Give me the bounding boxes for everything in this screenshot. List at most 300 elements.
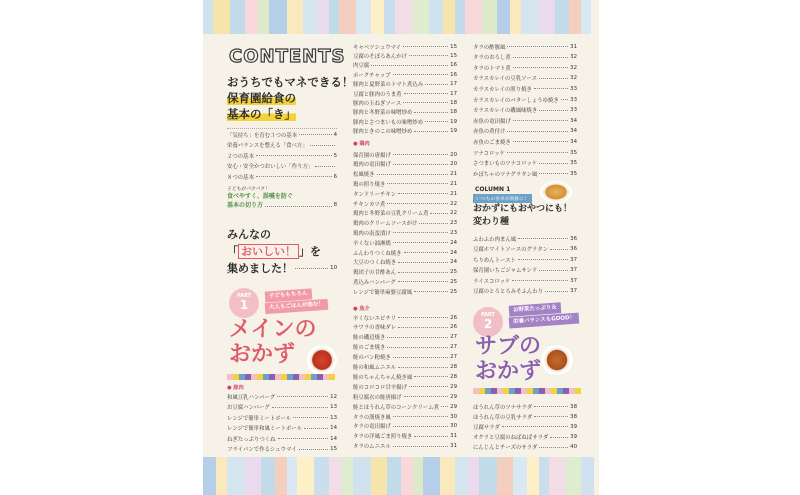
category-chicken: ● 鶏肉 (353, 141, 370, 147)
stripe (203, 0, 213, 34)
toc-entry-title: 豆腐サラダ (473, 424, 500, 431)
toc-entry-page: 32 (570, 54, 577, 61)
toc-entry-title: お豆腐ハンバーグ (227, 405, 270, 411)
toc-entry-title: ２つの基本 (227, 153, 254, 160)
stripe (269, 0, 287, 34)
toc-entry (353, 228, 457, 237)
leader-dots (393, 164, 448, 165)
hero-bracket-open: 「 (227, 245, 238, 258)
leader-dots (393, 242, 448, 243)
toc-entry-title: タラのおろし煮 (473, 55, 511, 62)
toc-entry (353, 108, 457, 117)
leader-dots (277, 396, 328, 397)
leader-dots (387, 183, 448, 184)
leader-dots (409, 386, 448, 387)
toc-entry (473, 266, 577, 275)
toc-entry-page: 22 (450, 210, 457, 217)
toc-entry (473, 159, 577, 168)
part1-number: 1 (239, 298, 249, 312)
stripe (482, 0, 497, 34)
toc-entry-title: さつまいものツナコロッケ (473, 161, 538, 168)
leader-dots (398, 281, 448, 282)
toc-entry-title: 鮭の和風ムニエル (353, 365, 397, 371)
toc-entry-title: レンジで簡単和風ミートボール (227, 426, 303, 432)
leader-dots (507, 152, 568, 153)
toc-entry-title: タラの酢豚風 (473, 44, 506, 51)
toc-entry (353, 61, 457, 70)
stripe (465, 0, 482, 34)
toc-entry (227, 392, 337, 401)
toc-entry (353, 268, 457, 277)
toc-entry (473, 412, 577, 421)
part1-title1: メインの (229, 317, 317, 342)
toc-entry-page: 16 (450, 71, 457, 78)
toc-entry-title: カラスカレイのバターしょうゆ焼き (473, 97, 559, 104)
toc-entry-page: 30 (450, 413, 457, 420)
stripe (413, 457, 423, 495)
toc-entry-page: 25 (450, 278, 457, 285)
intro-list (227, 128, 337, 129)
toc-entry-title: 保育園いちごジャムサンド (473, 268, 538, 274)
cut-line2: 基本の切り方 (227, 202, 264, 209)
category-pork-label: 豚肉 (233, 385, 244, 391)
toc-entry-page: 31 (450, 443, 457, 450)
toc-entry (353, 343, 457, 352)
category-pork: ● 豚肉 (227, 385, 244, 391)
toc-entry-page: 34 (570, 138, 577, 145)
toc-entry (473, 148, 577, 157)
stripe (413, 0, 429, 34)
toc-entry-page: 36 (570, 235, 577, 242)
leader-dots (425, 84, 448, 85)
leader-dots (539, 270, 568, 271)
leader-dots (393, 357, 448, 358)
stripe (261, 457, 275, 495)
leader-dots (414, 291, 448, 292)
leader-dots (398, 193, 448, 194)
toc-entry-page: 39 (570, 434, 577, 441)
toc-entry-page: 4 (333, 131, 337, 138)
stripe (549, 457, 566, 495)
toc-entry-title: 鶏肉と冬野菜の豆乳クリーム煮 (353, 211, 429, 218)
leader-dots (414, 436, 448, 437)
stripe (317, 0, 329, 34)
stripe (555, 0, 569, 34)
toc-entry-page: 36 (570, 246, 577, 252)
stripe (539, 0, 555, 34)
toc-entry (353, 170, 457, 179)
leader-dots (293, 417, 328, 418)
toc-entry-page: 5 (333, 152, 337, 159)
toc-entry-title: 大豆のつくね焼き (353, 260, 397, 267)
toc-entry-title: レンジで簡単麻婆豆腐風 (353, 289, 413, 296)
leader-dots (403, 102, 448, 103)
bottom-stripe-decoration (203, 457, 599, 495)
toc-entry-page: 15 (330, 446, 337, 452)
leader-dots (393, 74, 449, 75)
part2-title2: おかず (475, 359, 542, 384)
toc-entry (227, 172, 337, 181)
leader-dots (414, 376, 448, 377)
toc-entry-page: 38 (570, 413, 577, 420)
ribbon-square (575, 388, 581, 394)
toc-entry (473, 443, 577, 452)
toc-entry-page: 37 (570, 256, 577, 263)
toc-entry-page: 34 (570, 117, 577, 124)
toc-entry (227, 403, 337, 412)
hero-heading (227, 226, 337, 277)
leader-dots (299, 449, 329, 450)
toc-entry (353, 89, 457, 98)
toc-entry-page: 26 (450, 314, 457, 321)
leader-dots (393, 232, 448, 233)
toc-entry-page: 21 (450, 190, 457, 197)
part2-number: 2 (483, 317, 493, 331)
part1-title2: おかず (229, 342, 296, 367)
toc-entry-title: 赤魚のごま焼き (473, 139, 511, 146)
toc-entry (473, 433, 577, 442)
intro-heading (227, 74, 353, 122)
leader-dots (539, 447, 568, 448)
toc-entry-title: 和風豆乳ハンバーグ (227, 394, 276, 401)
part2-badge (473, 307, 503, 337)
toc-entry-page: 25 (450, 288, 457, 295)
stripe (216, 457, 227, 495)
part2-ribbon (473, 388, 581, 394)
toc-entry-page: 20 (450, 151, 457, 158)
intro-line1: おうちでもマネできる！ (227, 75, 354, 89)
toc-entry-title: 辛くないエビチリ (353, 315, 397, 322)
stripe (468, 457, 479, 495)
leader-dots (539, 173, 568, 174)
stripe (258, 0, 269, 34)
leader-dots (256, 155, 332, 156)
contents-title: CONTENTS (229, 46, 346, 67)
toc-entry-page: 14 (330, 435, 337, 442)
toc-entry-title: カラスカレイの磯風味焼き (473, 108, 538, 115)
toc-entry-title: タラのトマト煮 (473, 65, 511, 72)
toc-entry (353, 372, 457, 381)
toc-entry-page: 14 (330, 425, 337, 431)
leader-dots (513, 57, 568, 58)
leader-dots (398, 272, 448, 273)
toc-entry-page: 27 (450, 334, 457, 341)
toc-entry-page: 29 (450, 383, 457, 390)
intro-line2: 保育園給食の (227, 91, 296, 105)
toc-entry (473, 255, 577, 264)
toc-entry-title: 鮭のごま焼き (353, 345, 386, 352)
toc-entry (473, 95, 577, 104)
toc-entry-title: 赤魚の竜田揚げ (473, 118, 511, 125)
toc-entry-page: 24 (450, 259, 457, 266)
toc-entry (353, 248, 457, 257)
toc-entry (227, 434, 337, 443)
toc-entry (353, 42, 457, 51)
leader-dots (398, 317, 448, 318)
toc-entry-title: キャベツシュウマイ (353, 44, 402, 51)
toc-entry (473, 127, 577, 136)
toc-entry (227, 413, 337, 422)
toc-entry (353, 382, 457, 391)
toc-entry-title: かぼちゃのツナグラタン風 (473, 171, 538, 178)
part1-ribbon (227, 374, 335, 380)
leader-dots (518, 259, 568, 260)
toc-entry (353, 258, 457, 267)
toc-entry-title: タラの洋風ごま照り焼き (353, 434, 413, 441)
toc-entry-page: 12 (330, 393, 337, 400)
leader-dots (425, 121, 448, 122)
leader-dots (278, 438, 329, 439)
toc-entry (353, 117, 457, 126)
toc-entry (227, 162, 337, 171)
toc-entry (353, 127, 457, 136)
leader-dots (387, 337, 448, 338)
ribbon-square (329, 374, 335, 380)
toc-entry-page: 30 (450, 423, 457, 430)
toc-entry-title: 豚肉ときのこの味噌炒め (353, 129, 413, 136)
leader-dots (377, 174, 449, 175)
stripe (203, 457, 216, 495)
toc-entry-title: 豆腐のそぼろあんかけ (353, 53, 407, 60)
category-chicken-label: 鶏肉 (359, 141, 370, 147)
stripe (297, 457, 314, 495)
toc-entry (353, 363, 457, 372)
toc-entry-title: ほうれん草のツナサラダ (473, 404, 533, 411)
stripe (581, 0, 591, 34)
part2-tag2: 栄養バランスもGOOD！ (509, 313, 580, 329)
toc-entry (353, 442, 457, 451)
toc-entry-page: 37 (570, 277, 577, 284)
toc-entry-page: 15 (450, 43, 457, 50)
leader-dots (502, 426, 568, 427)
toc-entry (353, 422, 457, 431)
toc-entry-page: 16 (450, 62, 457, 69)
toc-entry-page: 19 (450, 128, 457, 135)
stripe (387, 457, 401, 495)
toc-entry (473, 276, 577, 285)
toc-entry-title: 辛くない油淋鶏 (353, 240, 391, 247)
hero-bracket-close: 」を (299, 245, 321, 258)
toc-entry (473, 63, 577, 72)
toc-entry-title: 鶏肉の竜田揚げ (353, 162, 391, 169)
toc-entry-title: 豚肉の玉ねぎソース (353, 100, 402, 107)
column1-sub: いつもの食卓が新鮮に！ (473, 194, 532, 203)
part1-label: PART (236, 293, 252, 299)
leader-dots (371, 65, 448, 66)
toc-entry-title: 煮込みハンバーグ (353, 279, 396, 286)
leader-dots (310, 145, 335, 146)
leader-dots (539, 110, 568, 111)
toc-entry-title: 粉豆腐衣の鮭唐揚げ (353, 394, 402, 401)
toc-entry (353, 98, 457, 107)
stripe (440, 457, 455, 495)
leader-dots (414, 112, 448, 113)
toc-entry-page: 29 (450, 393, 457, 400)
toc-entry-page: 33 (570, 85, 577, 92)
toc-entry-title: 「気持ち」を育む３つの基本 (227, 132, 298, 139)
toc-entry (473, 422, 577, 431)
toc-entry-title: サワラの香味ダレ (353, 325, 397, 332)
toc-entry-page: 25 (450, 269, 457, 276)
toc-entry (473, 53, 577, 62)
toc-entry-title: レンジで簡単ミートボール (227, 415, 292, 422)
toc-entry-page: 31 (450, 433, 457, 440)
stripe (423, 457, 440, 495)
leader-dots (315, 166, 335, 167)
toc-entry-page: 32 (570, 64, 577, 71)
part1-dish-photo (307, 345, 337, 375)
toc-entry-title: 鮭のコロコロ甘辛揚げ (353, 384, 407, 391)
leader-dots (430, 213, 448, 214)
toc-entry-title: ポークチャップ (353, 72, 391, 79)
stripe (227, 457, 245, 495)
toc-entry-title: チキンカツ煮 (353, 201, 386, 208)
cut-note: 子どもがパクパク！ (227, 187, 270, 192)
toc-entry (353, 209, 457, 218)
toc-entry-title: ねぎたっぷりつくね (227, 436, 276, 443)
toc-entry-page: 28 (450, 364, 457, 370)
toc-entry-title: 豚肉とさつまいもの味噌炒め (353, 119, 424, 126)
toc-entry (353, 353, 457, 362)
stripe (539, 457, 549, 495)
toc-entry-title: ライスコロッケ (473, 278, 511, 285)
toc-entry-page: 21 (450, 171, 457, 178)
leader-dots (387, 203, 448, 204)
toc-entry-page: 18 (450, 109, 457, 116)
stripe (339, 0, 356, 34)
leader-dots (539, 163, 568, 164)
toc-entry-page: 35 (570, 160, 577, 167)
leader-dots (441, 406, 448, 407)
toc-entry-title: カラスカレイの照り焼き (473, 86, 532, 93)
stripe (527, 457, 539, 495)
toc-entry-page: 23 (450, 229, 457, 236)
toc-entry-page: 29 (450, 403, 457, 410)
toc-entry (353, 80, 457, 89)
toc-entry (473, 287, 577, 296)
toc-entry-title: 鮭とほうれん草のコーンクリーム煮 (353, 404, 440, 411)
part2-label: PART (480, 312, 496, 318)
stripe (342, 457, 353, 495)
toc-entry-page: 37 (570, 267, 577, 273)
toc-entry-title: 豆腐のとろとろみそふんわり (473, 289, 544, 295)
toc-entry (473, 137, 577, 146)
toc-entry-title: 鶏団子の甘酢あん (353, 270, 397, 277)
leader-dots (393, 426, 448, 427)
toc-entry-title: 豆腐ホワイトソースのグラタン (473, 247, 548, 253)
stripe (314, 457, 329, 495)
toc-entry-page: 40 (570, 444, 577, 451)
part1-tag1: 子どももちろん (265, 288, 312, 302)
stripe (510, 0, 521, 34)
stripe (245, 457, 261, 495)
toc-entry (353, 402, 457, 411)
leader-dots (507, 46, 568, 47)
stripe (479, 457, 497, 495)
toc-entry-page: 35 (570, 149, 577, 156)
leader-dots (393, 446, 448, 447)
toc-entry-title: ふんわりつくね焼き (353, 250, 402, 257)
toc-entry-page: 21 (450, 180, 457, 187)
toc-entry (227, 130, 337, 139)
toc-entry-title: 松風焼き (353, 172, 375, 179)
stripe (566, 457, 581, 495)
leader-dots (513, 120, 568, 121)
leader-dots (393, 154, 448, 155)
leader-dots (550, 437, 568, 438)
toc-entry (227, 141, 337, 150)
toc-entry-page: 37 (570, 288, 577, 294)
part2-tag1: お野菜たっぷり＆ (509, 302, 562, 317)
stripe (287, 457, 297, 495)
toc-entry-page: 17 (450, 90, 457, 97)
toc-entry-page: 32 (570, 75, 577, 82)
category-seafood: ● 魚介 (353, 306, 370, 312)
stripe (384, 0, 395, 34)
leader-dots (534, 406, 568, 407)
column1-title: COLUMN 1 (475, 186, 511, 193)
stripe (569, 0, 581, 34)
leader-dots (403, 46, 448, 47)
toc-entry (473, 106, 577, 115)
toc-entry-title: にんじんとチーズのサラダ (473, 445, 538, 452)
toc-entry (353, 323, 457, 332)
toc-entry-title: ほうれん草の豆乳サラダ (473, 414, 533, 421)
toc-entry-page: 34 (570, 128, 577, 135)
toc-entry (353, 189, 457, 198)
category-seafood-label: 魚介 (359, 306, 370, 312)
toc-entry (473, 116, 577, 125)
toc-entry-page: 38 (570, 403, 577, 410)
leader-dots (398, 367, 448, 368)
toc-entry-title: 鮭のちゃんちゃん焼き風 (353, 374, 413, 381)
stripe (213, 0, 230, 34)
toc-entry-title: ちりめんトースト (473, 257, 516, 264)
toc-entry (473, 169, 577, 178)
toc-entry (473, 245, 577, 254)
toc-page (203, 0, 599, 495)
leader-dots (272, 407, 328, 408)
stripe (353, 457, 371, 495)
toc-entry-title: タラの漢焼き風 (353, 414, 391, 421)
toc-entry-title: 豆腐と豚肉のうま煮 (353, 91, 402, 98)
leader-dots (419, 223, 448, 224)
toc-entry (353, 432, 457, 441)
toc-entry-title: 肉豆腐 (353, 63, 370, 70)
leader-dots (513, 141, 568, 142)
stripe (401, 457, 413, 495)
toc-entry (353, 51, 457, 60)
stripe (395, 0, 413, 34)
toc-entry-page: 27 (450, 354, 457, 361)
stripe (581, 457, 594, 495)
toc-entry-title: ８つの基本 (227, 174, 254, 181)
leader-dots (534, 416, 568, 417)
toc-entry-page: 27 (450, 344, 457, 351)
toc-entry-page: 6 (333, 173, 337, 180)
intro-line3: 基本の「き」 (227, 107, 296, 121)
toc-entry-page: 24 (450, 249, 457, 256)
toc-entry (353, 313, 457, 322)
toc-entry-title: タンドリーチキン (353, 191, 397, 198)
leader-dots (404, 396, 449, 397)
toc-entry (227, 151, 337, 160)
toc-entry-page: 22 (450, 200, 457, 207)
toc-entry (227, 445, 337, 454)
toc-entry (353, 150, 457, 159)
toc-entry (473, 402, 577, 411)
toc-entry-title: 赤魚の煮付け (473, 129, 506, 136)
